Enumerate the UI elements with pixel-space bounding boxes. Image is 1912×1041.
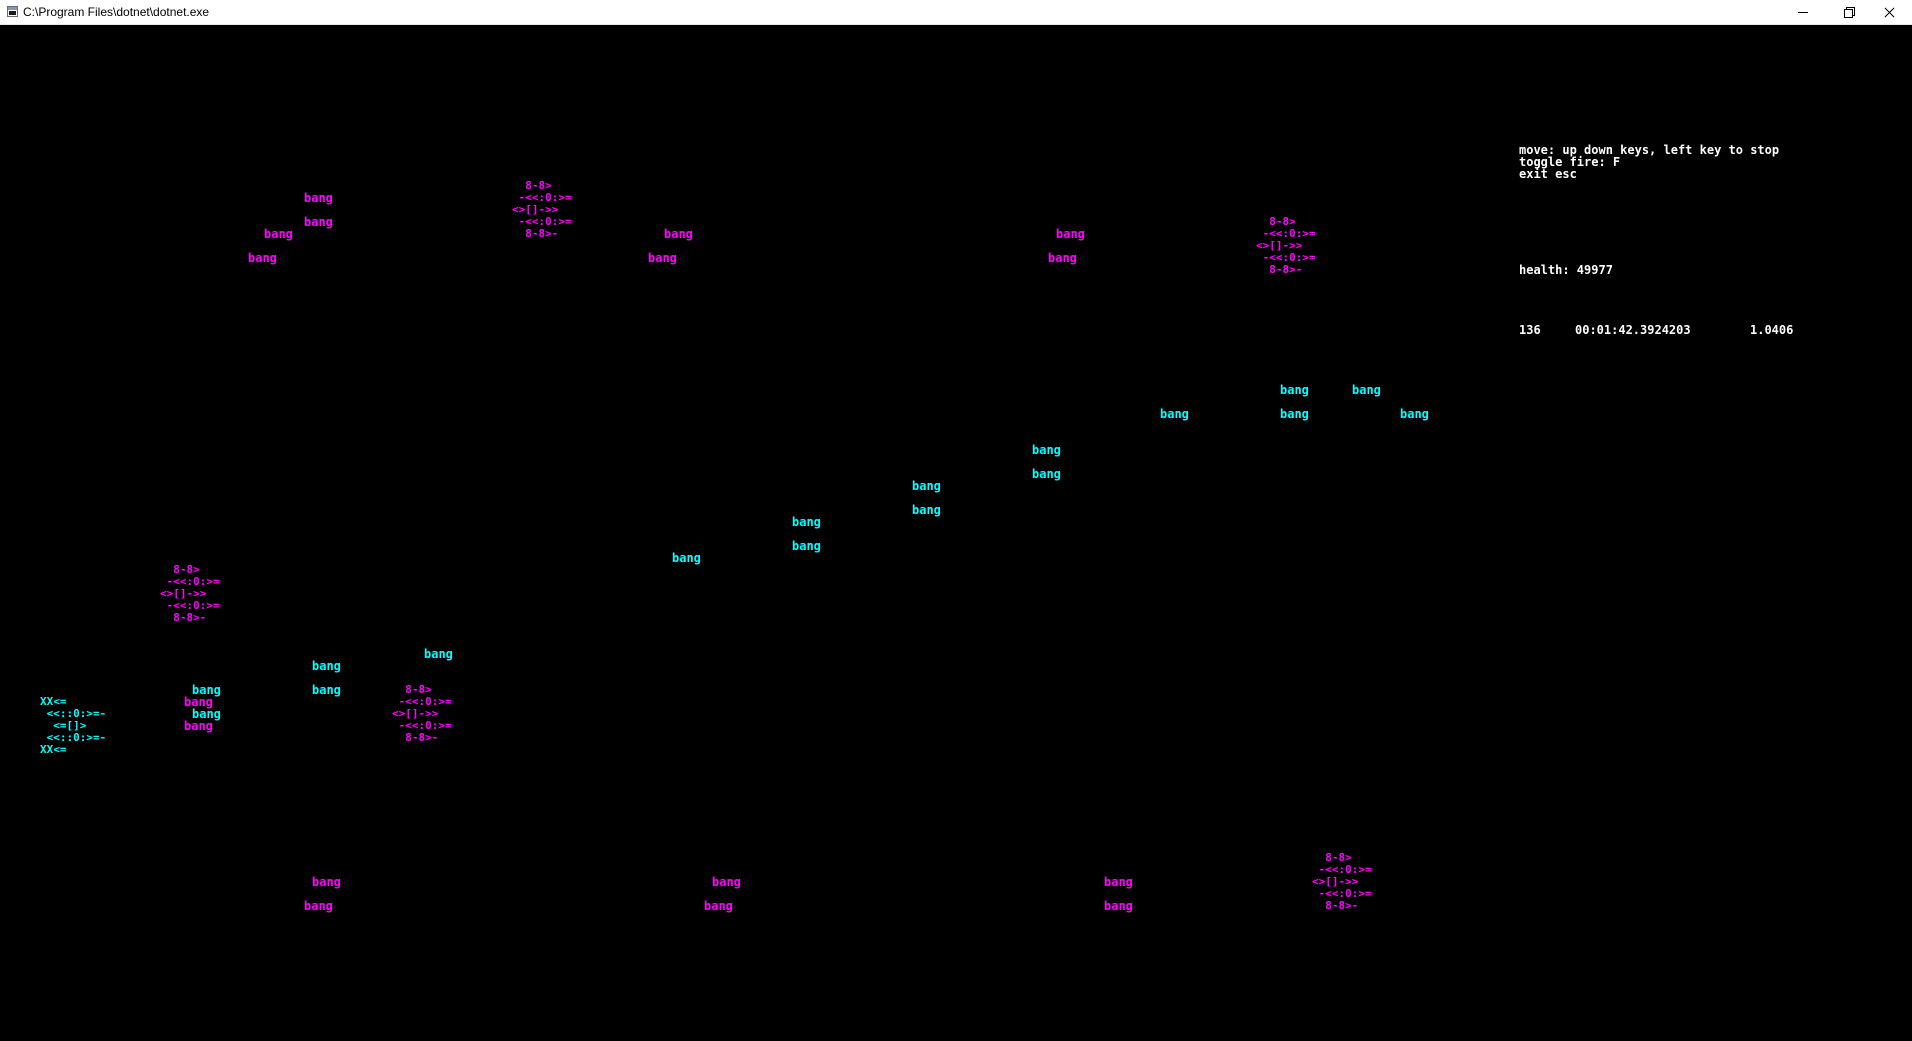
player-bang: bang bbox=[912, 503, 941, 517]
enemy-ship: 8-8> -<<:0:>= <>[]->> -<<:0:>= 8-8>- bbox=[392, 683, 452, 744]
enemy-bang: bang bbox=[648, 251, 677, 265]
minimize-button[interactable] bbox=[1780, 0, 1826, 24]
player-bang: bang bbox=[1400, 407, 1429, 421]
enemy-bang: bang bbox=[184, 719, 213, 733]
player-bang: bang bbox=[1032, 443, 1061, 457]
enemy-bang: bang bbox=[248, 251, 277, 265]
player-bang: bang bbox=[1352, 383, 1381, 397]
game-console[interactable] bbox=[0, 25, 1912, 1041]
player-bang: bang bbox=[1032, 467, 1061, 481]
player-bang: bang bbox=[792, 515, 821, 529]
player-bang: bang bbox=[1160, 407, 1189, 421]
enemy-bang: bang bbox=[184, 695, 213, 709]
enemy-ship: 8-8> -<<:0:>= <>[]->> -<<:0:>= 8-8>- bbox=[1256, 215, 1316, 276]
minimize-icon bbox=[1798, 12, 1808, 13]
enemy-bang: bang bbox=[304, 899, 333, 913]
console-app-icon bbox=[7, 6, 18, 17]
instructions-move: move: up down keys, left key to stop bbox=[1519, 143, 1780, 157]
restore-icon bbox=[1844, 7, 1854, 17]
enemy-bang: bang bbox=[1056, 227, 1085, 241]
enemy-bang: bang bbox=[1104, 875, 1133, 889]
enemy-ship: 8-8> -<<:0:>= <>[]->> -<<:0:>= 8-8>- bbox=[512, 179, 572, 240]
close-icon bbox=[1883, 6, 1895, 18]
elapsed-time: 00:01:42.3924203 bbox=[1575, 323, 1691, 337]
player-bang: bang bbox=[192, 707, 221, 721]
player-bang: bang bbox=[312, 659, 341, 673]
player-bang: bang bbox=[1280, 407, 1309, 421]
enemy-bang: bang bbox=[712, 875, 741, 889]
enemy-bang: bang bbox=[304, 191, 333, 205]
instructions-exit: exit esc bbox=[1519, 167, 1577, 181]
enemy-bang: bang bbox=[1104, 899, 1133, 913]
health-readout: health: 49977 bbox=[1519, 263, 1613, 277]
player-bang: bang bbox=[312, 683, 341, 697]
player-bang: bang bbox=[792, 539, 821, 553]
player-bang: bang bbox=[424, 647, 453, 661]
enemy-bang: bang bbox=[312, 875, 341, 889]
enemy-ship: 8-8> -<<:0:>= <>[]->> -<<:0:>= 8-8>- bbox=[1312, 851, 1372, 912]
enemy-bang: bang bbox=[664, 227, 693, 241]
enemy-bang: bang bbox=[264, 227, 293, 241]
speed-multiplier: 1.0406 bbox=[1750, 323, 1794, 337]
player-bang: bang bbox=[1280, 383, 1309, 397]
player-bang: bang bbox=[912, 479, 941, 493]
enemy-bang: bang bbox=[304, 215, 333, 229]
player-bang: bang bbox=[672, 551, 701, 565]
player-bang: bang bbox=[192, 683, 221, 697]
enemy-bang: bang bbox=[704, 899, 733, 913]
player-ship: XX<= <<::0:>=- <=[]> <<::0:>=- XX<= bbox=[40, 695, 107, 756]
instructions-fire: toggle fire: F bbox=[1519, 155, 1621, 169]
close-button[interactable] bbox=[1866, 0, 1912, 24]
window-title: C:\Program Files\dotnet\dotnet.exe bbox=[23, 5, 210, 19]
enemy-bang: bang bbox=[1048, 251, 1077, 265]
score-count: 136 bbox=[1519, 323, 1541, 337]
window-titlebar bbox=[0, 0, 1912, 25]
enemy-ship: 8-8> -<<:0:>= <>[]->> -<<:0:>= 8-8>- bbox=[160, 563, 220, 624]
